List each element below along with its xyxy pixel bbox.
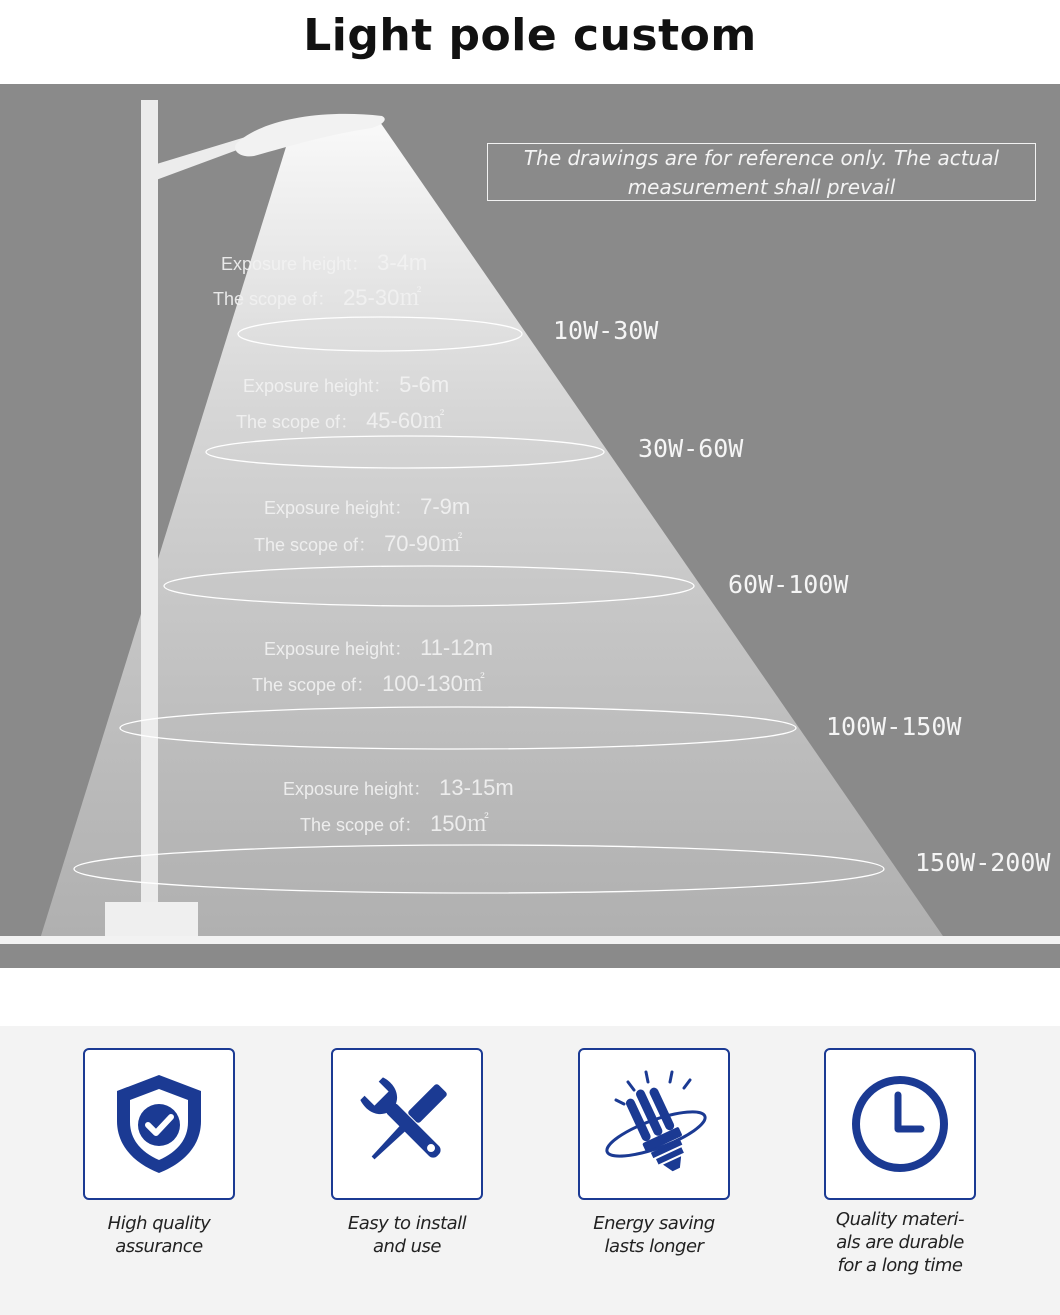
value: 70-90㎡ [384,531,463,556]
scope-5 [300,807,489,838]
wattage-1: 10W-30W [553,316,659,345]
value: 25-30㎡ [343,285,422,310]
value: 100-130㎡ [382,671,485,696]
features-strip [0,1026,1060,1315]
energy-bulb-icon [594,1064,714,1184]
exposure-height-5 [283,775,514,801]
tools-icon [347,1064,467,1184]
caption-line: Quality materi- [835,1209,965,1230]
caption-line: for a long time [837,1255,963,1276]
label: The scope of： [236,412,359,432]
exposure-height-4 [264,635,493,661]
label: The scope of： [252,675,375,695]
value: 5-6m [399,372,450,397]
wattage-5: 150W-200W [915,848,1051,877]
note-line-2: measurement shall prevail [627,175,896,199]
label: The scope of： [254,535,377,555]
value: 7-9m [420,494,471,519]
caption-line: assurance [115,1236,203,1257]
light-beam [40,122,945,939]
caption-line: lasts longer [604,1236,704,1257]
shield-check-icon [104,1069,214,1179]
page-title: Light pole custom [303,10,757,61]
label: Exposure height： [221,254,370,274]
feature-install [307,1048,507,1258]
caption-line: Energy saving [593,1213,715,1234]
caption-line: High quality [107,1213,211,1234]
note-line-1: The drawings are for reference only. The actual [523,146,1000,170]
feature-durable [800,1048,1000,1277]
ground [0,936,1060,944]
label: Exposure height： [283,779,432,799]
feature-caption [59,1212,259,1258]
disclaimer-note [487,143,1036,201]
value: 11-12m [420,635,494,660]
exposure-height-1 [221,250,427,276]
label: The scope of： [300,815,423,835]
feature-icon-box [824,1048,976,1200]
wattage-4: 100W-150W [826,712,962,741]
wattage-3: 60W-100W [728,570,849,599]
scope-3 [254,527,462,558]
feature-energy [554,1048,754,1258]
wattage-2: 30W-60W [638,434,744,463]
value: 3-4m [377,250,428,275]
pole-base [105,902,198,940]
feature-icon-box [83,1048,235,1200]
feature-caption [307,1212,507,1258]
label: The scope of： [213,289,336,309]
feature-caption [800,1208,1000,1277]
scene-graphics [0,84,1060,968]
feature-icon-box [578,1048,730,1200]
value: 13-15m [439,775,514,800]
label: Exposure height： [243,376,392,396]
light-pole-illustration [0,84,1060,968]
scope-4 [252,667,485,698]
feature-caption [554,1212,754,1258]
clock-icon [845,1069,955,1179]
scope-1 [213,281,421,312]
feature-icon-box [331,1048,483,1200]
scope-2 [236,404,444,435]
value: 45-60㎡ [366,408,445,433]
caption-line: Easy to install [347,1213,467,1234]
caption-line: als are durable [836,1232,964,1253]
value: 150㎡ [430,811,489,836]
feature-quality [59,1048,259,1258]
exposure-height-2 [243,372,449,398]
caption-line: and use [373,1236,441,1257]
label: Exposure height： [264,498,413,518]
label: Exposure height： [264,639,413,659]
exposure-height-3 [264,494,470,520]
pole [141,100,158,910]
